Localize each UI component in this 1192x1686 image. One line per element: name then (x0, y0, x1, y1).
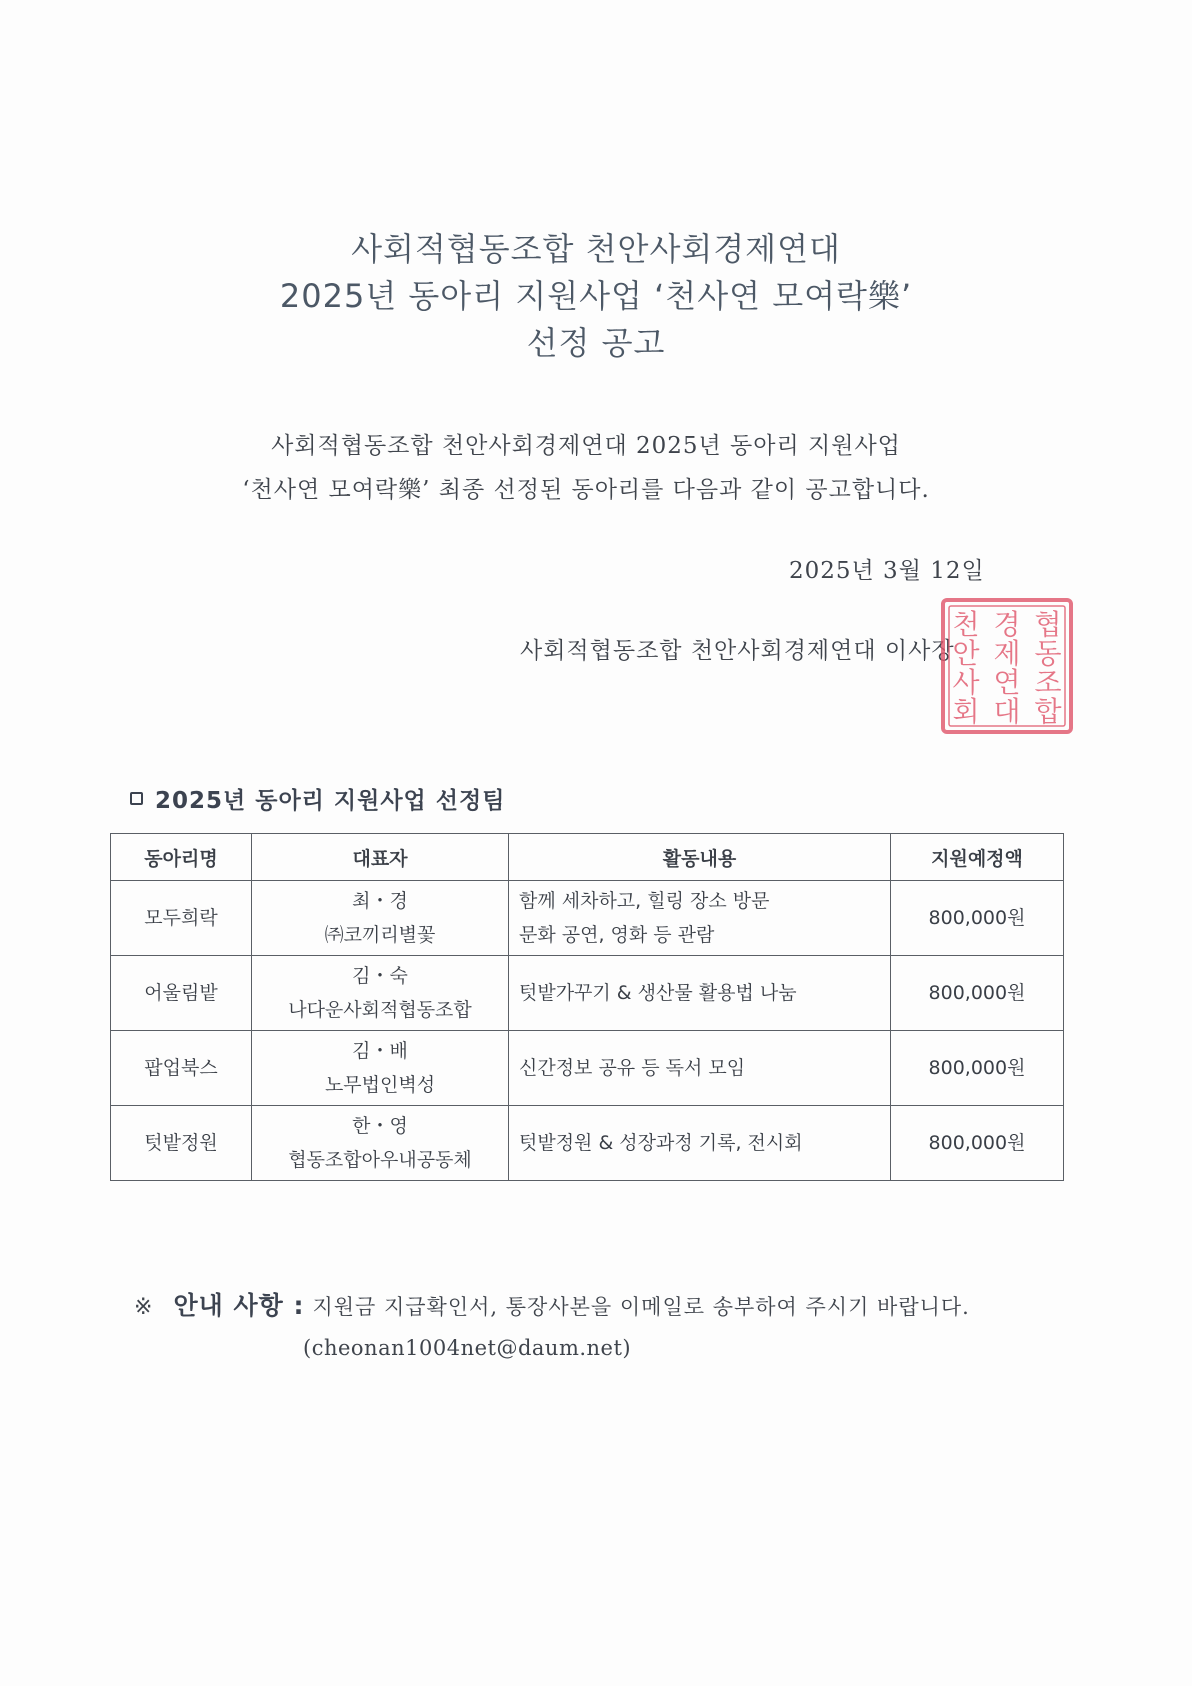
title-line-1: 사회적협동조합 천안사회경제연대 (351, 230, 841, 268)
selected-teams-table (110, 833, 1064, 1181)
table-row (111, 881, 1064, 956)
seal-glyph: 회 (952, 695, 980, 728)
issuer-name: 사회적협동조합 천안사회경제연대 이사장 (520, 638, 955, 664)
rep-org: 협동조합아우내공동체 (288, 1149, 472, 1171)
seal-glyph: 안 (952, 637, 980, 670)
amount-cell: 800,000원 (891, 956, 1064, 1031)
header-activity: 활동내용 (509, 834, 891, 881)
amount-cell: 800,000원 (891, 881, 1064, 956)
header-club-name: 동아리명 (111, 834, 252, 881)
intro-line-1: 사회적협동조합 천안사회경제연대 2025년 동아리 지원사업 (271, 433, 901, 459)
seal-glyph: 대 (993, 695, 1021, 728)
announcement-date: 2025년 3월 12일 (789, 558, 985, 584)
representative-cell (252, 1106, 509, 1181)
activity-line: 텃밭가꾸기 & 생산물 활용법 나눔 (519, 982, 797, 1004)
title-line-2: 2025년 동아리 지원사업 ‘천사연 모여락樂’ (279, 277, 913, 315)
club-name-cell: 어울림밭 (111, 956, 252, 1031)
section-heading-text: 2025년 동아리 지원사업 선정팀 (155, 788, 506, 814)
intro-line-2: ‘천사연 모여락樂’ 최종 선정된 동아리를 다음과 같이 공고합니다. (242, 477, 930, 503)
rep-name: 김・숙 (352, 965, 408, 987)
seal-glyph: 협 (1034, 608, 1062, 641)
activity-line: 텃밭정원 & 성장과정 기록, 전시회 (519, 1132, 803, 1154)
amount-cell: 800,000원 (891, 1106, 1064, 1181)
table-row (111, 956, 1064, 1031)
table-header-row (111, 834, 1064, 881)
activity-cell (509, 1106, 891, 1181)
seal-glyph: 연 (993, 666, 1021, 699)
document-title (0, 226, 1192, 367)
representative-cell (252, 956, 509, 1031)
seal-glyph: 천 (952, 608, 980, 641)
activity-cell (509, 881, 891, 956)
notice-text: 지원금 지급확인서, 통장사본을 이메일로 송부하여 주시기 바랍니다. (312, 1295, 970, 1319)
activity-line: 문화 공연, 영화 등 관람 (519, 924, 715, 946)
seal-glyph: 경 (993, 608, 1021, 641)
section-heading (130, 782, 505, 815)
table-row (111, 1031, 1064, 1106)
activity-cell (509, 1031, 891, 1106)
rep-org: ㈜코끼리별꽃 (324, 924, 436, 946)
header-representative: 대표자 (252, 834, 509, 881)
seal-glyph: 제 (993, 637, 1021, 670)
seal-glyph: 사 (952, 666, 980, 699)
official-seal-stamp (939, 596, 1075, 736)
notice-label: 안내 사항 : (173, 1291, 305, 1320)
rep-name: 김・배 (352, 1040, 408, 1062)
activity-line: 신간정보 공유 등 독서 모임 (519, 1057, 746, 1079)
header-amount: 지원예정액 (891, 834, 1064, 881)
club-name-cell: 팝업북스 (111, 1031, 252, 1106)
rep-org: 노무법인벽성 (324, 1074, 436, 1096)
intro-paragraph (0, 424, 1172, 512)
title-line-3: 선정 공고 (526, 324, 666, 362)
rep-org: 나다운사회적협동조합 (288, 999, 472, 1021)
activity-cell (509, 956, 891, 1031)
club-name-cell: 모두희락 (111, 881, 252, 956)
representative-cell (252, 1031, 509, 1106)
notice-line (134, 1286, 970, 1322)
reference-mark-icon: ※ (134, 1295, 154, 1320)
table-row (111, 1106, 1064, 1181)
representative-cell (252, 881, 509, 956)
club-name-cell: 텃밭정원 (111, 1106, 252, 1181)
amount-cell: 800,000원 (891, 1031, 1064, 1106)
seal-glyph: 합 (1034, 695, 1062, 728)
activity-line: 함께 세차하고, 힐링 장소 방문 (519, 890, 770, 912)
rep-name: 최・경 (352, 890, 408, 912)
checkbox-square-icon (130, 792, 143, 805)
contact-email: (cheonan1004net@daum.net) (303, 1336, 632, 1360)
seal-glyph: 동 (1034, 637, 1062, 670)
seal-glyph: 조 (1034, 666, 1062, 699)
rep-name: 한・영 (352, 1115, 408, 1137)
